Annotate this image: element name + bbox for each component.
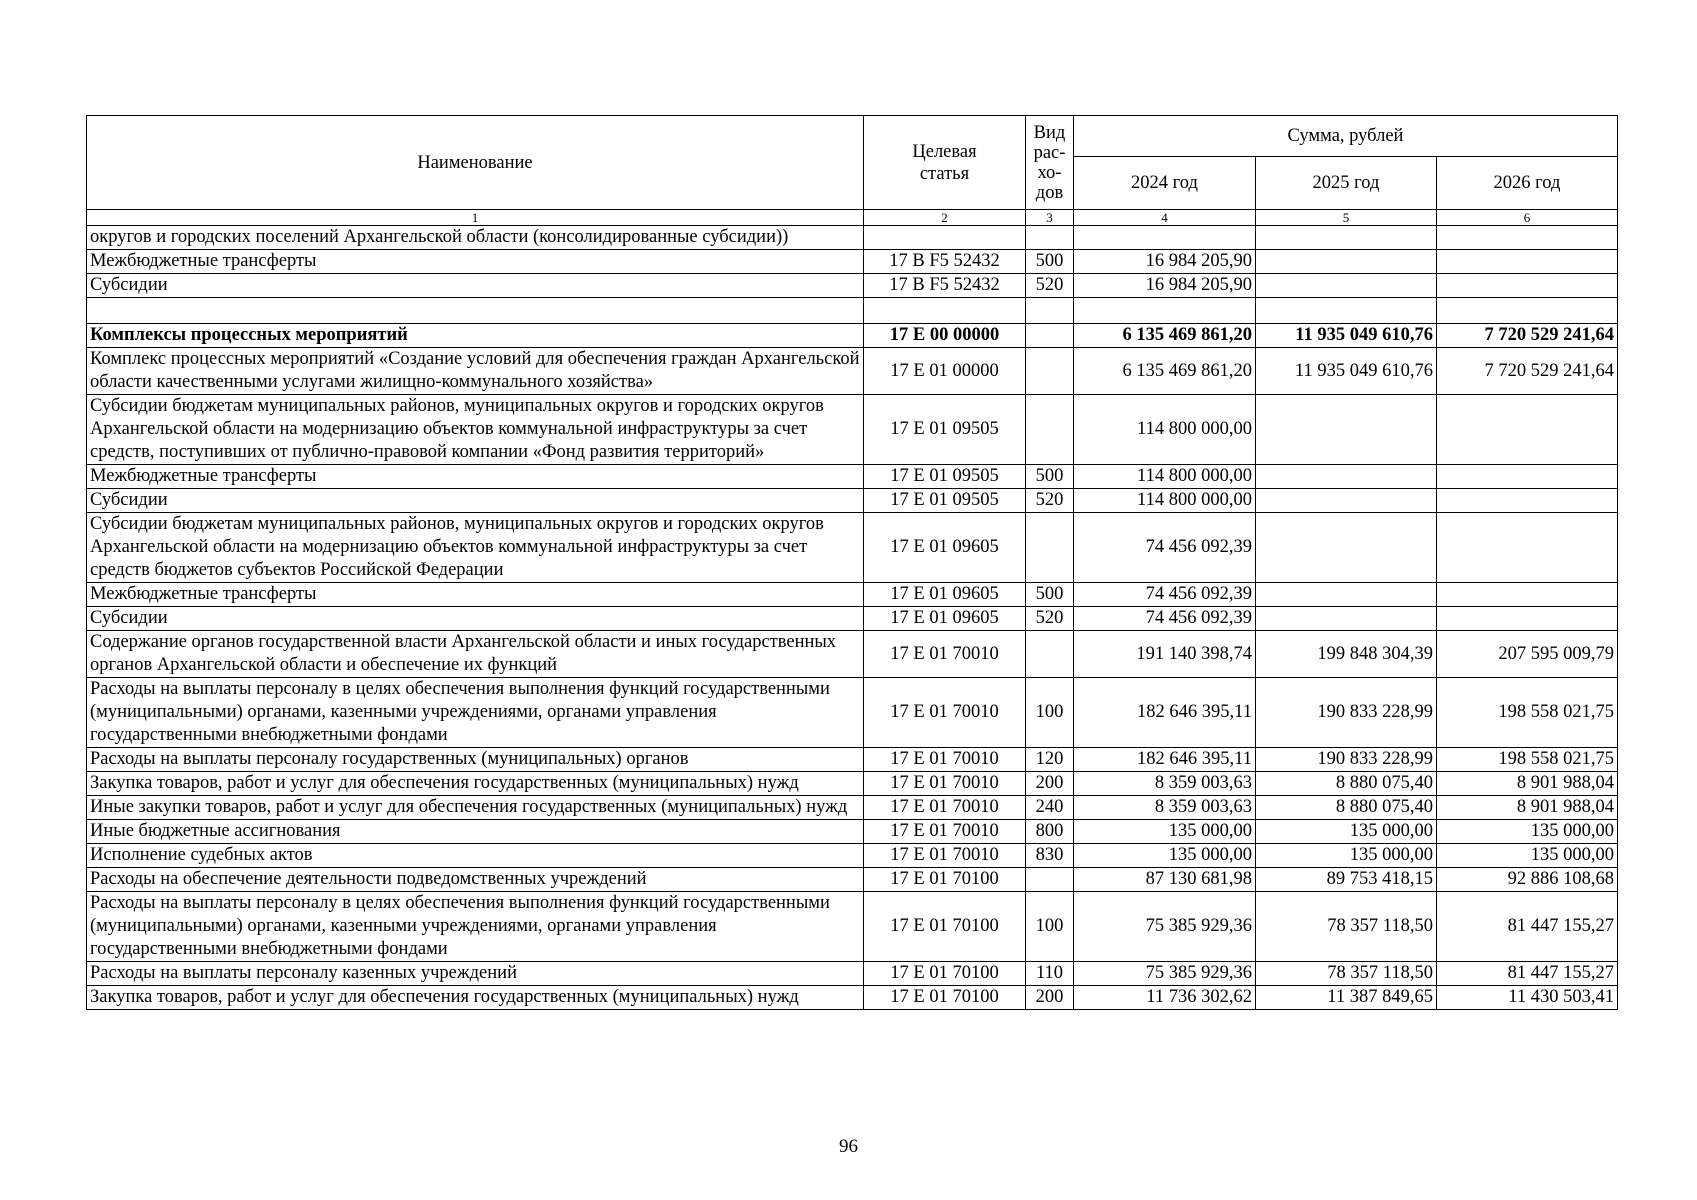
row-name: Комплексы процессных мероприятий — [87, 324, 864, 348]
row-amount-2024 — [1074, 298, 1256, 324]
row-name: Исполнение судебных актов — [87, 844, 864, 868]
column-number: 6 — [1437, 210, 1618, 226]
row-target-article: 17 Е 01 70100 — [864, 986, 1026, 1010]
row-name: Расходы на выплаты персоналу государственных (муниципальных) органов — [87, 748, 864, 772]
header-expense-type-line: рас- — [1033, 142, 1066, 163]
table-row — [87, 607, 1618, 631]
page-number: 96 — [839, 1136, 858, 1157]
row-name — [87, 298, 864, 324]
row-amount-2024: 6 135 469 861,20 — [1074, 348, 1256, 395]
table-row — [87, 772, 1618, 796]
row-expense-type: 120 — [1026, 748, 1074, 772]
row-expense-type: 500 — [1026, 583, 1074, 607]
row-target-article: 17 Е 01 70010 — [864, 631, 1026, 678]
row-amount-2026 — [1437, 489, 1618, 513]
row-amount-2026 — [1437, 607, 1618, 631]
header-expense-type-line: хо- — [1037, 162, 1062, 183]
row-target-article: 17 Е 01 09505 — [864, 395, 1026, 465]
row-name: Расходы на обеспечение деятельности подведомственных учреждений — [87, 868, 864, 892]
row-expense-type — [1026, 298, 1074, 324]
header-year-2025: 2025 год — [1256, 157, 1437, 210]
row-amount-2024: 8 359 003,63 — [1074, 796, 1256, 820]
row-amount-2025: 8 880 075,40 — [1256, 796, 1437, 820]
row-name: Межбюджетные трансферты — [87, 250, 864, 274]
row-expense-type — [1026, 868, 1074, 892]
row-amount-2024: 74 456 092,39 — [1074, 583, 1256, 607]
row-amount-2024: 182 646 395,11 — [1074, 748, 1256, 772]
header-expense-type-line: дов — [1035, 182, 1064, 203]
row-expense-type: 100 — [1026, 892, 1074, 962]
row-amount-2025: 190 833 228,99 — [1256, 748, 1437, 772]
row-amount-2025 — [1256, 395, 1437, 465]
row-name: Субсидии — [87, 607, 864, 631]
row-name: Расходы на выплаты персоналу в целях обеспечения выполнения функций государственными (муниципальными) органами, казенными учреждениями, органами управления государственными внебюджетными фондами — [87, 678, 864, 748]
table-row — [87, 962, 1618, 986]
row-target-article: 17 В F5 52432 — [864, 274, 1026, 298]
row-target-article: 17 Е 01 70010 — [864, 844, 1026, 868]
row-name: Субсидии — [87, 489, 864, 513]
row-name: Расходы на выплаты персоналу в целях обеспечения выполнения функций государственными (муниципальными) органами, казенными учреждениями, органами управления государственными внебюджетными фондами — [87, 892, 864, 962]
row-expense-type — [1026, 348, 1074, 395]
row-amount-2025: 8 880 075,40 — [1256, 772, 1437, 796]
column-number: 5 — [1256, 210, 1437, 226]
row-amount-2025 — [1256, 489, 1437, 513]
row-amount-2026: 198 558 021,75 — [1437, 748, 1618, 772]
row-amount-2024: 114 800 000,00 — [1074, 395, 1256, 465]
row-target-article: 17 Е 01 00000 — [864, 348, 1026, 395]
table-row — [87, 986, 1618, 1010]
row-amount-2024: 16 984 205,90 — [1074, 250, 1256, 274]
row-name: Субсидии бюджетам муниципальных районов, муниципальных округов и городских округов Архангельской области на модернизацию объектов коммунальной инфраструктуры за счет средств бюджетов субъектов Российской Федерации — [87, 513, 864, 583]
row-amount-2024 — [1074, 226, 1256, 250]
table-header — [87, 116, 1618, 226]
row-amount-2025: 11 387 849,65 — [1256, 986, 1437, 1010]
row-expense-type: 520 — [1026, 607, 1074, 631]
table-row — [87, 324, 1618, 348]
row-expense-type: 520 — [1026, 274, 1074, 298]
row-amount-2025: 11 935 049 610,76 — [1256, 324, 1437, 348]
row-amount-2026 — [1437, 583, 1618, 607]
row-expense-type: 800 — [1026, 820, 1074, 844]
table-row — [87, 820, 1618, 844]
row-name: Комплекс процессных мероприятий «Создание условий для обеспечения граждан Архангельской области качественными услугами жилищно-коммунального хозяйства» — [87, 348, 864, 395]
table-row — [87, 796, 1618, 820]
table-row — [87, 395, 1618, 465]
row-amount-2025 — [1256, 513, 1437, 583]
row-amount-2025: 190 833 228,99 — [1256, 678, 1437, 748]
row-expense-type — [1026, 324, 1074, 348]
table-row — [87, 250, 1618, 274]
table-row — [87, 631, 1618, 678]
row-amount-2024: 182 646 395,11 — [1074, 678, 1256, 748]
row-amount-2025 — [1256, 274, 1437, 298]
row-amount-2024: 74 456 092,39 — [1074, 513, 1256, 583]
row-amount-2026: 135 000,00 — [1437, 844, 1618, 868]
row-amount-2026: 92 886 108,68 — [1437, 868, 1618, 892]
row-amount-2024: 135 000,00 — [1074, 820, 1256, 844]
row-amount-2024: 135 000,00 — [1074, 844, 1256, 868]
header-year-2026: 2026 год — [1437, 157, 1618, 210]
column-number: 1 — [87, 210, 864, 226]
row-name: округов и городских поселений Архангельской области (консолидированные субсидии)) — [87, 226, 864, 250]
row-target-article: 17 Е 01 70010 — [864, 796, 1026, 820]
row-amount-2026 — [1437, 465, 1618, 489]
column-number: 4 — [1074, 210, 1256, 226]
row-amount-2026: 8 901 988,04 — [1437, 796, 1618, 820]
row-amount-2026 — [1437, 226, 1618, 250]
header-target-article-text: Целевая статья — [912, 141, 977, 184]
row-amount-2026: 198 558 021,75 — [1437, 678, 1618, 748]
row-amount-2026: 135 000,00 — [1437, 820, 1618, 844]
table-row — [87, 678, 1618, 748]
table-row — [87, 892, 1618, 962]
row-amount-2026: 207 595 009,79 — [1437, 631, 1618, 678]
row-amount-2025 — [1256, 226, 1437, 250]
row-target-article: 17 Е 01 70010 — [864, 678, 1026, 748]
row-expense-type: 500 — [1026, 250, 1074, 274]
row-amount-2025: 199 848 304,39 — [1256, 631, 1437, 678]
row-amount-2026 — [1437, 274, 1618, 298]
table-row — [87, 844, 1618, 868]
row-target-article — [864, 298, 1026, 324]
column-number: 3 — [1026, 210, 1074, 226]
row-expense-type: 100 — [1026, 678, 1074, 748]
row-amount-2025: 11 935 049 610,76 — [1256, 348, 1437, 395]
row-amount-2025 — [1256, 583, 1437, 607]
row-name: Содержание органов государственной власти Архангельской области и иных государственных органов Архангельской области и обеспечение их функций — [87, 631, 864, 678]
row-name: Иные закупки товаров, работ и услуг для обеспечения государственных (муниципальных) нужд — [87, 796, 864, 820]
row-amount-2026: 7 720 529 241,64 — [1437, 324, 1618, 348]
header-expense-type-line: Вид — [1033, 122, 1066, 143]
row-target-article: 17 Е 01 70010 — [864, 772, 1026, 796]
row-amount-2026: 81 447 155,27 — [1437, 892, 1618, 962]
row-name: Межбюджетные трансферты — [87, 583, 864, 607]
row-amount-2025: 89 753 418,15 — [1256, 868, 1437, 892]
row-expense-type — [1026, 513, 1074, 583]
row-amount-2024: 11 736 302,62 — [1074, 986, 1256, 1010]
row-target-article: 17 Е 01 70010 — [864, 748, 1026, 772]
header-target-article — [864, 116, 1026, 210]
row-amount-2025: 135 000,00 — [1256, 844, 1437, 868]
row-amount-2025: 78 357 118,50 — [1256, 892, 1437, 962]
row-amount-2026 — [1437, 395, 1618, 465]
row-amount-2024: 75 385 929,36 — [1074, 892, 1256, 962]
row-amount-2025: 135 000,00 — [1256, 820, 1437, 844]
row-target-article: 17 Е 01 70100 — [864, 892, 1026, 962]
header-sum: Сумма, рублей — [1074, 116, 1618, 157]
row-amount-2024: 6 135 469 861,20 — [1074, 324, 1256, 348]
row-expense-type: 200 — [1026, 986, 1074, 1010]
row-amount-2026 — [1437, 513, 1618, 583]
row-amount-2024: 74 456 092,39 — [1074, 607, 1256, 631]
row-expense-type: 520 — [1026, 489, 1074, 513]
row-target-article: 17 Е 01 09505 — [864, 465, 1026, 489]
row-expense-type: 500 — [1026, 465, 1074, 489]
header-year-2024: 2024 год — [1074, 157, 1256, 210]
table-row — [87, 489, 1618, 513]
table-row — [87, 583, 1618, 607]
table-row — [87, 465, 1618, 489]
row-amount-2024: 114 800 000,00 — [1074, 465, 1256, 489]
row-target-article: 17 Е 01 09605 — [864, 607, 1026, 631]
row-expense-type: 200 — [1026, 772, 1074, 796]
row-target-article: 17 В F5 52432 — [864, 250, 1026, 274]
row-target-article: 17 Е 01 09605 — [864, 513, 1026, 583]
header-name: Наименование — [87, 116, 864, 210]
row-amount-2026: 7 720 529 241,64 — [1437, 348, 1618, 395]
row-amount-2026: 11 430 503,41 — [1437, 986, 1618, 1010]
header-expense-type — [1026, 116, 1074, 210]
row-name: Субсидии бюджетам муниципальных районов, муниципальных округов и городских округов Архангельской области на модернизацию объектов коммунальной инфраструктуры за счет средств, поступивших от публично-правовой компании «Фонд развития территорий» — [87, 395, 864, 465]
column-numbers-row — [87, 210, 1618, 226]
table-row — [87, 226, 1618, 250]
row-amount-2025: 78 357 118,50 — [1256, 962, 1437, 986]
row-target-article: 17 Е 01 70100 — [864, 868, 1026, 892]
row-name: Субсидии — [87, 274, 864, 298]
row-expense-type: 830 — [1026, 844, 1074, 868]
row-amount-2025 — [1256, 465, 1437, 489]
row-amount-2024: 75 385 929,36 — [1074, 962, 1256, 986]
row-amount-2025 — [1256, 607, 1437, 631]
row-name: Межбюджетные трансферты — [87, 465, 864, 489]
table-row — [87, 868, 1618, 892]
row-name: Расходы на выплаты персоналу казенных учреждений — [87, 962, 864, 986]
row-target-article: 17 Е 01 70010 — [864, 820, 1026, 844]
table-body — [87, 226, 1618, 1010]
column-number: 2 — [864, 210, 1026, 226]
budget-table — [86, 115, 1618, 1010]
row-amount-2024: 8 359 003,63 — [1074, 772, 1256, 796]
row-amount-2024: 16 984 205,90 — [1074, 274, 1256, 298]
row-target-article: 17 Е 01 09505 — [864, 489, 1026, 513]
row-expense-type — [1026, 226, 1074, 250]
row-amount-2024: 114 800 000,00 — [1074, 489, 1256, 513]
row-target-article: 17 Е 01 09605 — [864, 583, 1026, 607]
row-expense-type — [1026, 395, 1074, 465]
table-row — [87, 513, 1618, 583]
row-amount-2026: 8 901 988,04 — [1437, 772, 1618, 796]
row-amount-2026 — [1437, 298, 1618, 324]
row-target-article: 17 Е 01 70100 — [864, 962, 1026, 986]
row-amount-2025 — [1256, 250, 1437, 274]
row-expense-type — [1026, 631, 1074, 678]
row-amount-2024: 191 140 398,74 — [1074, 631, 1256, 678]
row-amount-2025 — [1256, 298, 1437, 324]
row-amount-2026: 81 447 155,27 — [1437, 962, 1618, 986]
table-row — [87, 298, 1618, 324]
table-row — [87, 348, 1618, 395]
row-name: Закупка товаров, работ и услуг для обеспечения государственных (муниципальных) нужд — [87, 772, 864, 796]
row-expense-type: 110 — [1026, 962, 1074, 986]
row-target-article: 17 Е 00 00000 — [864, 324, 1026, 348]
row-amount-2026 — [1437, 250, 1618, 274]
row-name: Закупка товаров, работ и услуг для обеспечения государственных (муниципальных) нужд — [87, 986, 864, 1010]
table-row — [87, 748, 1618, 772]
table-row — [87, 274, 1618, 298]
row-amount-2024: 87 130 681,98 — [1074, 868, 1256, 892]
row-name: Иные бюджетные ассигнования — [87, 820, 864, 844]
row-expense-type: 240 — [1026, 796, 1074, 820]
row-target-article — [864, 226, 1026, 250]
